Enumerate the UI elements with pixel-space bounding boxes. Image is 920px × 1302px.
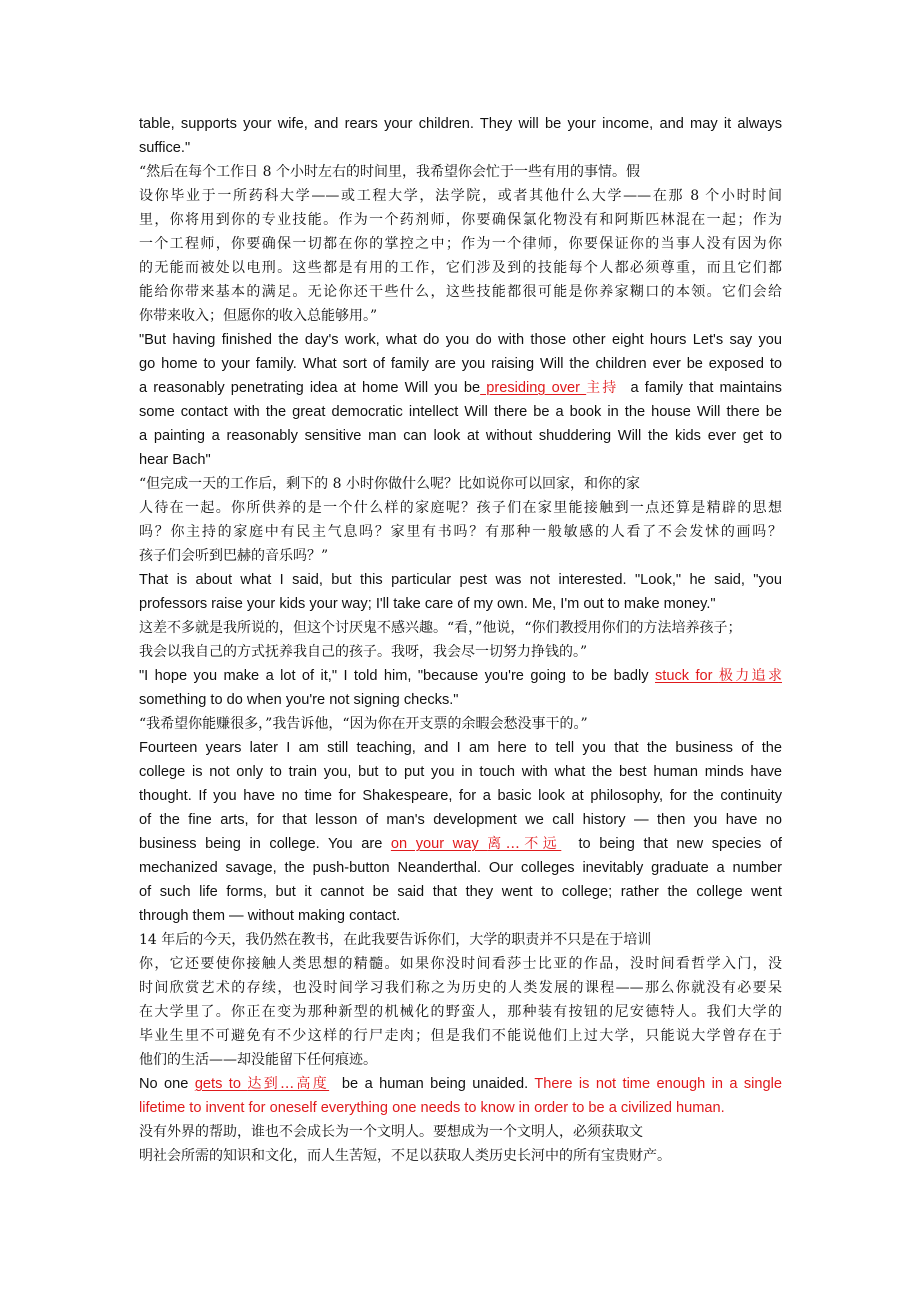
text-line [139, 376, 782, 400]
text-run: 他们的生活——却没能留下任何痕迹。 [139, 1052, 377, 1068]
english-paragraph [139, 112, 782, 160]
text-run: 14 年后的今天，我仍然在教书，在此我要告诉你们，大学的职责并不只是在于培训 [139, 932, 652, 948]
text-line [139, 808, 782, 832]
text-run: suffice." [139, 140, 191, 156]
text-line [139, 856, 782, 880]
chinese-paragraph [139, 616, 782, 664]
text-run: 里，你将用到你的专业技能。作为一个药剂师，你要确保氯化物没有和阿斯匹林混在一起；作为 [139, 212, 782, 228]
vocab-annotation: 极力追求 [718, 668, 782, 684]
text-run: a painting a reasonably sensitive man can look at without shuddering Will the kids ever get to [139, 428, 782, 444]
text-line [139, 616, 782, 640]
text-run: something to do when you're not signing checks." [139, 692, 459, 708]
text-run: some contact with the great democratic intellect Will there be a book in the house Will there be [139, 404, 782, 420]
text-line [139, 760, 782, 784]
text-run: 设你毕业于一所药科大学——或工程大学，法学院，或者其他什么大学——在那 8 个小时时间 [139, 188, 782, 204]
text-run: business being in college. You are [139, 836, 391, 852]
text-line [139, 1072, 782, 1096]
text-run: 我会以我自己的方式抚养我自己的孩子。我呀，我会尽一切努力挣钱的。” [139, 644, 588, 660]
text-run: "But having finished the day's work, what do you do with those other eight hours Let's say you [139, 332, 782, 348]
text-line [139, 256, 782, 280]
text-line [139, 424, 782, 448]
text-run: thought. If you have no time for Shakespeare, for a basic look at philosophy, for the continuity [139, 788, 782, 804]
text-run: 的无能而被处以电刑。这些都是有用的工作，它们涉及到的技能每个人都必须尊重，而且它们都 [139, 260, 782, 276]
text-line [139, 544, 782, 568]
text-line [139, 568, 782, 592]
text-run: through them — without making contact. [139, 908, 401, 924]
text-run: “我希望你能赚很多，”我告诉他，“因为你在开支票的余暇会愁没事干的。” [139, 716, 588, 732]
text-run: college is not only to train you, but to put you in touch with what the best human minds have [139, 764, 782, 780]
text-line [139, 1120, 782, 1144]
text-line [139, 496, 782, 520]
text-run: 毕业生里不可避免有不少这样的行尸走肉；但是我们不能说他们上过大学，只能说大学曾存在于 [139, 1028, 782, 1044]
text-run: 时间欣赏艺术的存续，也没时间学习我们称之为历史的人类发展的课程——那么你就没有必要呆 [139, 980, 782, 996]
text-line [139, 136, 782, 160]
text-run: 孩子们会听到巴赫的音乐吗？” [139, 548, 329, 564]
vocab-annotation: presiding over [480, 380, 587, 396]
text-line [139, 712, 782, 736]
text-line [139, 232, 782, 256]
text-line [139, 736, 782, 760]
vocab-annotation: 达到…高度 [247, 1076, 330, 1092]
text-run: 在大学里了。你正在变为那种新型的机械化的野蛮人，那种装有按钮的尼安德特人。我们大学的 [139, 1004, 782, 1020]
text-run: No one [139, 1076, 195, 1092]
text-line [139, 520, 782, 544]
english-paragraph [139, 736, 782, 928]
english-paragraph [139, 664, 782, 712]
text-run: That is about what I said, but this particular pest was not interested. "Look," he said, "you [139, 572, 782, 588]
english-paragraph [139, 1072, 782, 1120]
text-run: mechanized savage, the push-button Neanderthal. Our colleges inevitably graduate a number [139, 860, 782, 876]
text-run: 能给你带来基本的满足。无论你还干些什么，这些技能都很可能是你养家糊口的本领。它们会给 [139, 284, 782, 300]
text-line [139, 952, 782, 976]
text-line [139, 592, 782, 616]
text-run: 吗？你主持的家庭中有民主气息吗？家里有书吗？有那种一般敏感的人看了不会发怵的画吗？ [139, 524, 782, 540]
text-run: go home to your family. What sort of family are you raising Will the children ever be exposed to [139, 356, 782, 372]
text-run: “但完成一天的工作后，剩下的 8 小时你做什么呢？比如说你可以回家，和你的家 [139, 476, 640, 492]
text-run: of such life forms, but it cannot be said that they went to college; rather the college went [139, 884, 782, 900]
chinese-paragraph [139, 472, 782, 568]
text-line [139, 664, 782, 688]
text-line [139, 880, 782, 904]
chinese-paragraph [139, 160, 782, 328]
text-line [139, 688, 782, 712]
text-line [139, 976, 782, 1000]
text-run: of the fine arts, for that lesson of man's development we call history — then you have no [139, 812, 782, 828]
text-run: a family that maintains [618, 380, 782, 396]
text-line [139, 640, 782, 664]
vocab-annotation: There is not time enough in a single [534, 1076, 782, 1092]
chinese-paragraph [139, 928, 782, 1072]
text-line [139, 1144, 782, 1168]
text-run: a reasonably penetrating idea at home Will you be [139, 380, 481, 396]
text-line [139, 928, 782, 952]
text-run: table, supports your wife, and rears your children. They will be your income, and may it always [139, 116, 782, 132]
vocab-annotation: lifetime to invent for oneself everything one needs to know in order to be a civilized human. [139, 1100, 725, 1116]
text-line [139, 112, 782, 136]
text-run: "I hope you make a lot of it," I told him, "because you're going to be badly [139, 668, 655, 684]
text-run: be a human being unaided. [329, 1076, 535, 1092]
text-line [139, 208, 782, 232]
vocab-annotation: stuck for [655, 668, 719, 684]
vocab-annotation: 离…不远 [487, 836, 562, 852]
text-run: “然后在每个工作日 8 个小时左右的时间里，我希望你会忙于一些有用的事情。假 [139, 164, 640, 180]
text-line [139, 160, 782, 184]
text-line [139, 784, 782, 808]
document-page [139, 112, 782, 1168]
text-line [139, 1024, 782, 1048]
text-line [139, 304, 782, 328]
text-run: hear Bach" [139, 452, 211, 468]
text-line [139, 448, 782, 472]
chinese-paragraph [139, 712, 782, 736]
text-run: 明社会所需的知识和文化，而人生苦短，不足以获取人类历史长河中的所有宝贵财产。 [139, 1148, 671, 1164]
text-line [139, 1000, 782, 1024]
text-line [139, 1048, 782, 1072]
vocab-annotation: on your way [390, 836, 488, 852]
text-run: 这差不多就是我所说的，但这个讨厌鬼不感兴趣。“看，”他说，“你们教授用你们的方法培养孩子； [139, 620, 742, 636]
chinese-paragraph [139, 1120, 782, 1168]
text-run: 没有外界的帮助，谁也不会成长为一个文明人。要想成为一个文明人，必须获取文 [139, 1124, 643, 1140]
text-line [139, 1096, 782, 1120]
text-run: Fourteen years later I am still teaching, and I am here to tell you that the business of the [139, 740, 782, 756]
text-line [139, 472, 782, 496]
text-run: 人待在一起。你所供养的是一个什么样的家庭呢？孩子们在家里能接触到一点还算是精辟的思想 [139, 500, 782, 516]
text-line [139, 400, 782, 424]
text-line [139, 904, 782, 928]
vocab-annotation: gets to [194, 1076, 248, 1092]
vocab-annotation: 主持 [586, 380, 619, 396]
english-paragraph [139, 568, 782, 616]
english-paragraph [139, 328, 782, 472]
text-line [139, 352, 782, 376]
text-line [139, 184, 782, 208]
text-run: professors raise your kids your way; I'll take care of my own. Me, I'm out to make money." [139, 596, 716, 612]
text-run: 你，它还要使你接触人类思想的精髓。如果你没时间看莎士比亚的作品，没时间看哲学入门，没 [139, 956, 782, 972]
text-line [139, 280, 782, 304]
text-run: 你带来收入；但愿你的收入总能够用。” [139, 308, 378, 324]
text-run: 一个工程师，你要确保一切都在你的掌控之中；作为一个律师，你要保证你的当事人没有因为你 [139, 236, 782, 252]
text-line [139, 328, 782, 352]
text-run: to being that new species of [561, 836, 782, 852]
text-line [139, 832, 782, 856]
